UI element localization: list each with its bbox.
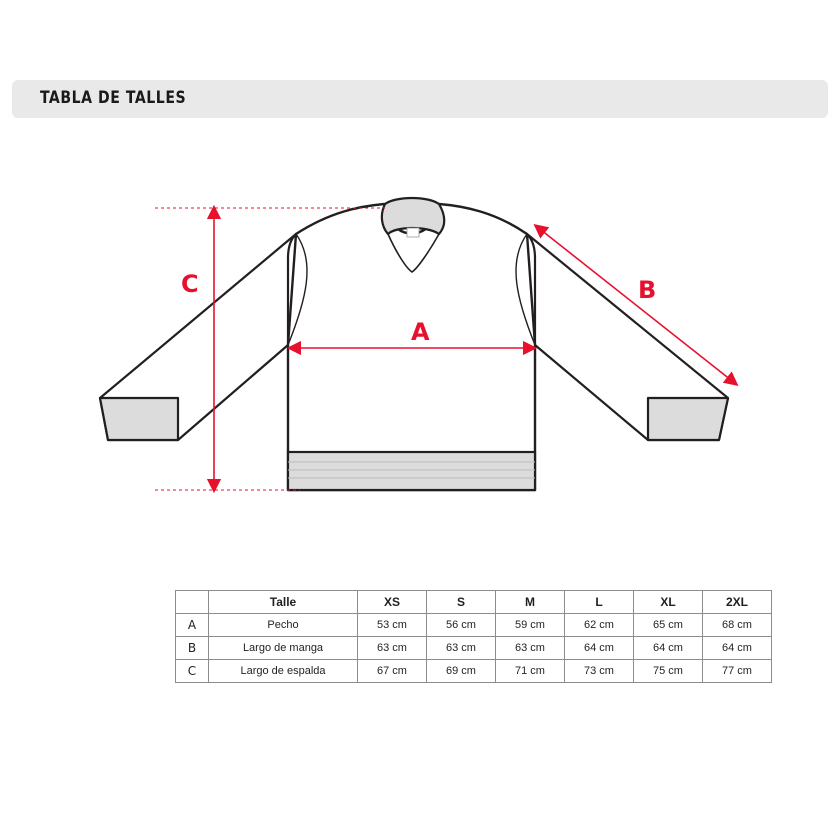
page-title: TABLA DE TALLES bbox=[40, 88, 187, 108]
table-row bbox=[176, 660, 772, 683]
size-table bbox=[175, 590, 772, 683]
header-size-m: M bbox=[496, 591, 565, 614]
header-size-s: S bbox=[427, 591, 496, 614]
cell-b-xl: 64 cm bbox=[634, 637, 703, 660]
cell-a-l: 62 cm bbox=[565, 614, 634, 637]
measure-label-c: C bbox=[181, 270, 199, 298]
table-row bbox=[176, 637, 772, 660]
cell-a-xs: 53 cm bbox=[358, 614, 427, 637]
cell-b-xs: 63 cm bbox=[358, 637, 427, 660]
row-letter-a: A bbox=[176, 614, 209, 637]
row-name-largo-de-manga: Largo de manga bbox=[209, 637, 358, 660]
cell-c-2xl: 77 cm bbox=[703, 660, 772, 683]
cell-c-xl: 75 cm bbox=[634, 660, 703, 683]
cell-b-m: 63 cm bbox=[496, 637, 565, 660]
header-measure-name: Talle bbox=[209, 591, 358, 614]
row-name-largo-de-espalda: Largo de espalda bbox=[209, 660, 358, 683]
row-letter-c: C bbox=[176, 660, 209, 683]
row-letter-b: B bbox=[176, 637, 209, 660]
cell-a-m: 59 cm bbox=[496, 614, 565, 637]
header-size-xl: XL bbox=[634, 591, 703, 614]
header-corner-cell bbox=[176, 591, 209, 614]
cell-a-xl: 65 cm bbox=[634, 614, 703, 637]
table-header-row bbox=[176, 591, 772, 614]
cell-b-l: 64 cm bbox=[565, 637, 634, 660]
header-size-l: L bbox=[565, 591, 634, 614]
cell-c-l: 73 cm bbox=[565, 660, 634, 683]
measure-label-b: B bbox=[638, 276, 657, 304]
cell-b-2xl: 64 cm bbox=[703, 637, 772, 660]
measure-label-a: A bbox=[411, 318, 430, 346]
table-row bbox=[176, 614, 772, 637]
cell-a-2xl: 68 cm bbox=[703, 614, 772, 637]
header-size-2xl: 2XL bbox=[703, 591, 772, 614]
cell-b-s: 63 cm bbox=[427, 637, 496, 660]
header-size-xs: XS bbox=[358, 591, 427, 614]
cell-c-m: 71 cm bbox=[496, 660, 565, 683]
cell-a-s: 56 cm bbox=[427, 614, 496, 637]
cell-c-xs: 67 cm bbox=[358, 660, 427, 683]
row-name-pecho: Pecho bbox=[209, 614, 358, 637]
cell-c-s: 69 cm bbox=[427, 660, 496, 683]
